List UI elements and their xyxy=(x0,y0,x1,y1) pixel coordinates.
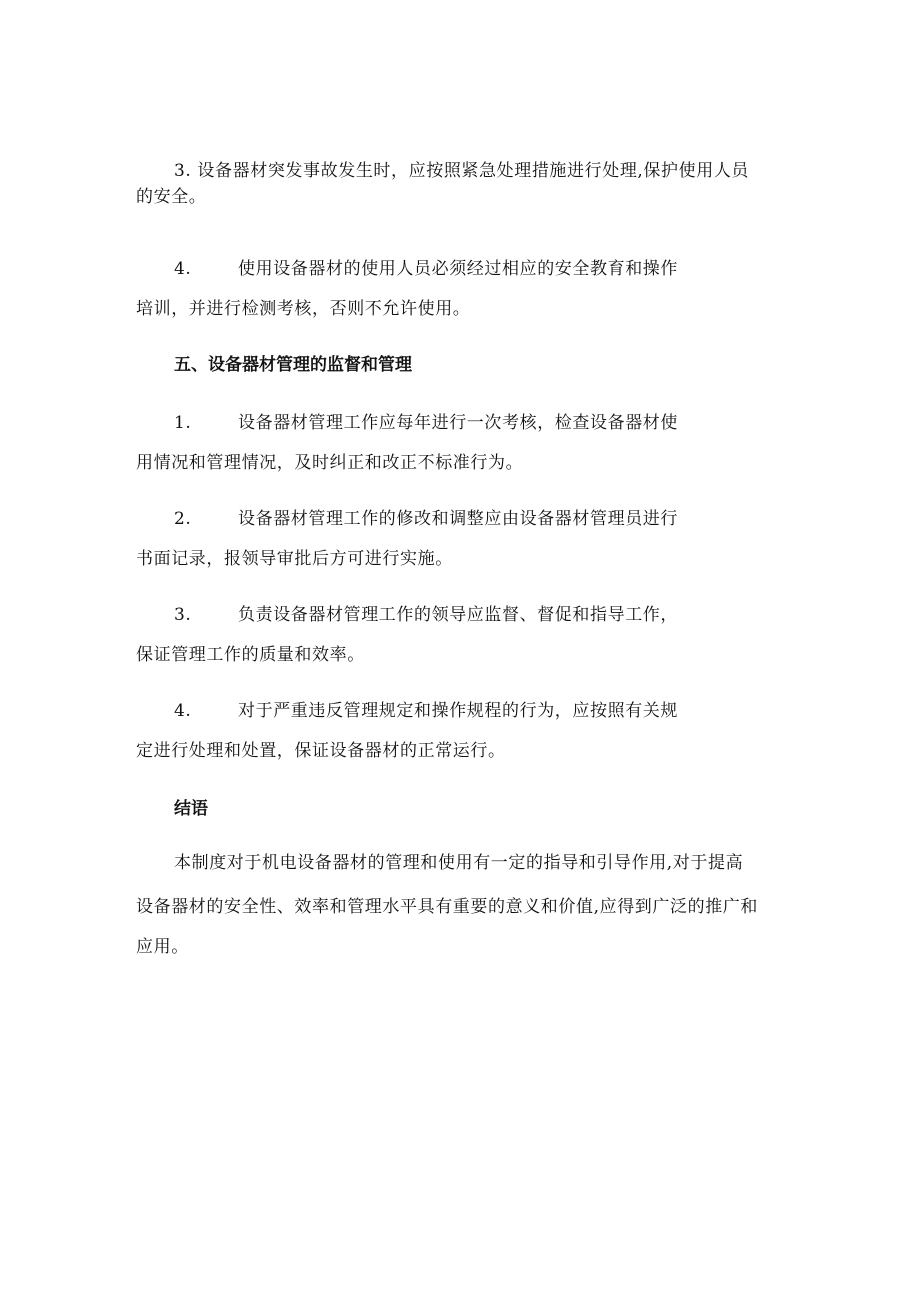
item-3-line-2: 的安全。 xyxy=(136,187,207,207)
section5-item-4-number: 4. xyxy=(174,701,192,721)
section5-item-3-number: 3. xyxy=(174,605,192,625)
section5-item-4-text: 对于严重违反管理规定和操作规程的行为，应按照有关规 xyxy=(238,701,678,721)
section5-item-3-line-1 xyxy=(174,604,678,626)
section5-item-2-line-2: 书面记录，报领导审批后方可进行实施。 xyxy=(136,549,453,569)
item-4-line-2: 培训，并进行检测考核，否则不允许使用。 xyxy=(136,299,471,319)
section5-item-1-line-2: 用情况和管理情况，及时纠正和改正不标准行为。 xyxy=(136,453,524,473)
item-4-line-1 xyxy=(174,258,678,280)
conclusion-heading: 结语 xyxy=(174,799,208,819)
section5-item-1-line-1 xyxy=(174,412,678,434)
item-4-text: 使用设备器材的使用人员必须经过相应的安全教育和操作 xyxy=(238,259,678,279)
section5-item-1-number: 1. xyxy=(174,413,192,433)
section-heading: 五、设备器材管理的监督和管理 xyxy=(174,355,412,375)
section5-item-4-line-1 xyxy=(174,700,678,722)
conclusion-line-3: 应用。 xyxy=(136,937,189,957)
item-4-number: 4. xyxy=(174,259,192,279)
section5-item-3-line-2: 保证管理工作的质量和效率。 xyxy=(136,645,365,665)
conclusion-line-2: 设备器材的安全性、效率和管理水平具有重要的意义和价值,应得到广泛的推广和 xyxy=(136,897,759,917)
section5-item-1-text: 设备器材管理工作应每年进行一次考核，检查设备器材使 xyxy=(238,413,678,433)
section5-item-2-line-1 xyxy=(174,508,678,530)
section5-item-4-line-2: 定进行处理和处置，保证设备器材的正常运行。 xyxy=(136,741,506,761)
section5-item-3-text: 负责设备器材管理工作的领导应监督、督促和指导工作， xyxy=(238,605,678,625)
item-3-line-1: 3. 设备器材突发事故发生时，应按照紧急处理措施进行处理,保护使用人员 xyxy=(174,161,750,181)
conclusion-line-1: 本制度对于机电设备器材的管理和使用有一定的指导和引导作用,对于提高 xyxy=(174,853,744,873)
section5-item-2-number: 2. xyxy=(174,509,192,529)
section5-item-2-text: 设备器材管理工作的修改和调整应由设备器材管理员进行 xyxy=(238,509,678,529)
